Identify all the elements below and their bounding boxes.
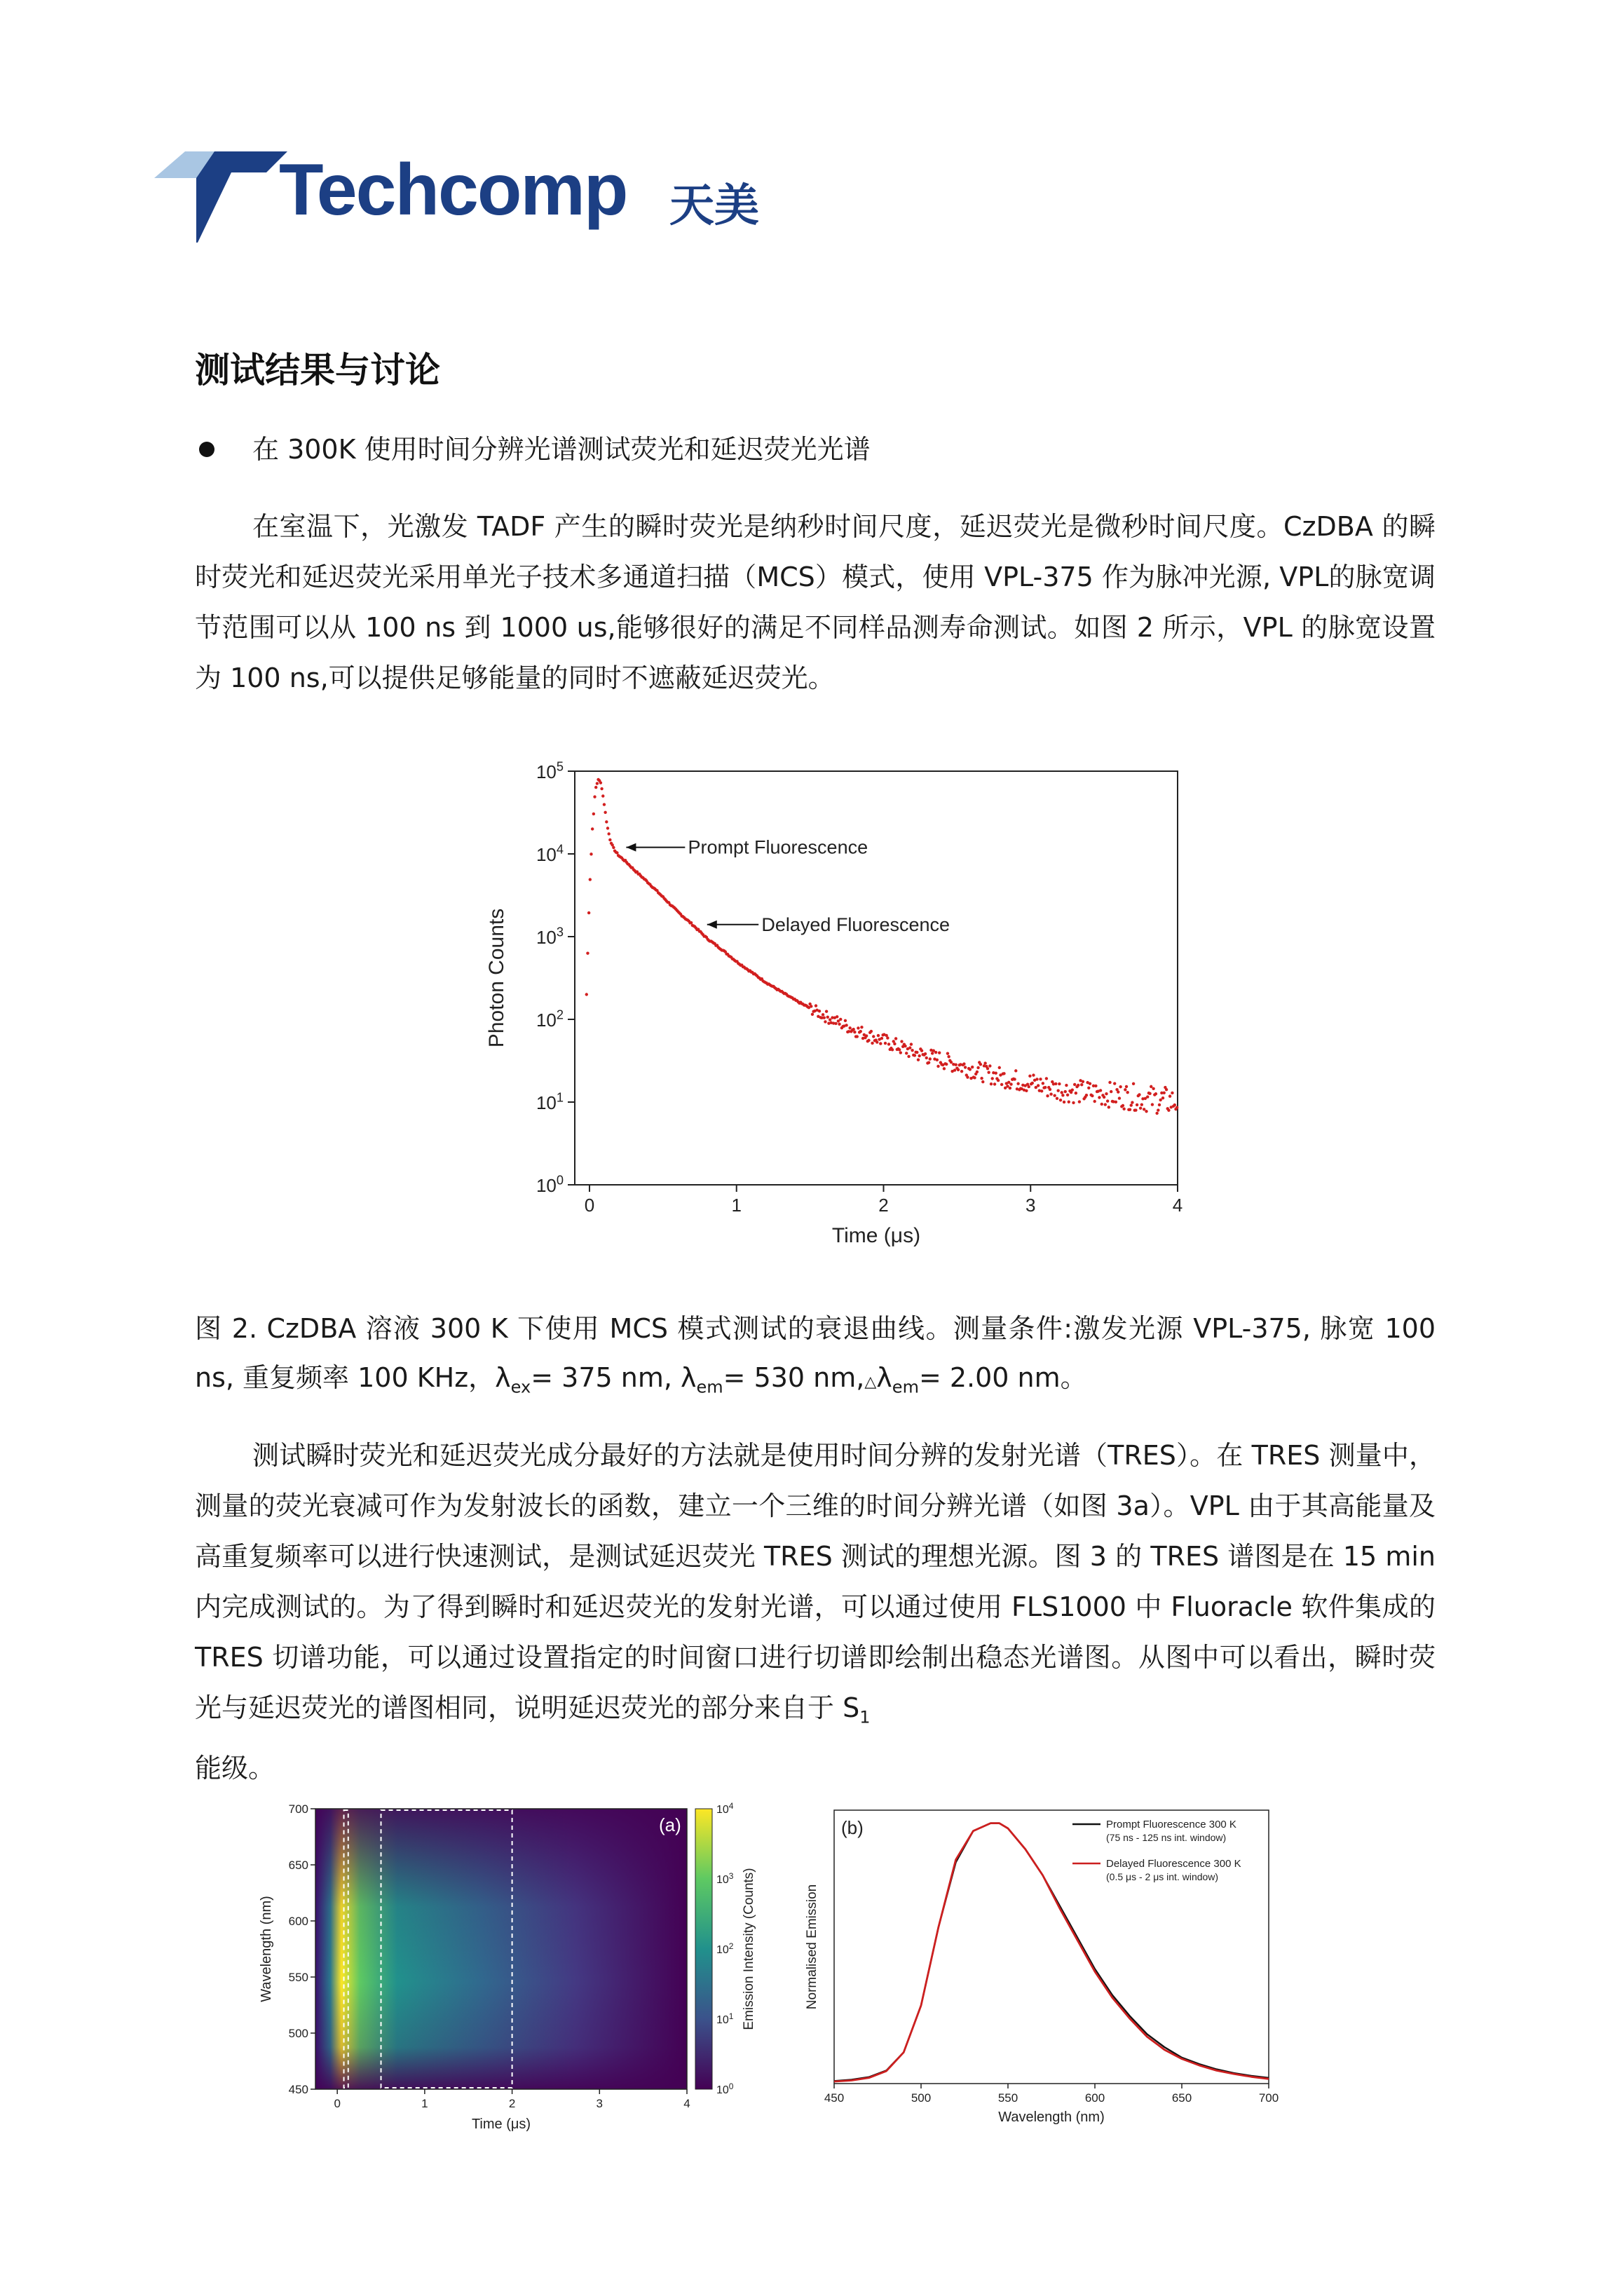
- data-point: [834, 1022, 837, 1025]
- data-point: [987, 1071, 990, 1074]
- data-point: [1161, 1096, 1164, 1099]
- caption-delta: △: [864, 1373, 877, 1391]
- data-point: [1139, 1106, 1142, 1109]
- data-point: [993, 1082, 996, 1085]
- y-tick-label: 450: [288, 2083, 308, 2096]
- data-point: [1122, 1108, 1125, 1110]
- data-point: [936, 1065, 939, 1068]
- data-point: [960, 1070, 963, 1073]
- data-point: [998, 1066, 1001, 1069]
- data-point: [1094, 1085, 1097, 1087]
- data-point: [603, 803, 606, 806]
- data-point: [1035, 1078, 1038, 1080]
- paragraph-1: 在室温下，光激发 TADF 产生的瞬时荧光是纳秒时间尺度，延迟荧光是微秒时间尺度。CzDBA 的瞬时荧光和延迟荧光采用单光子技术多通道扫描（MCS）模式，使用 VPL-375 作为脉冲光源, VPL的脉宽调节范围可以从 100 ns 到 1000 us,能够很好的满足不同样品测寿命测试。如图 2 所示，VPL 的脉宽设置为 100 ns,可以提供足够能量的同时不遮蔽延迟荧光。: [195, 511, 1436, 693]
- x-tick-label: 0: [334, 2097, 341, 2110]
- legend-entry-detail: (75 ns - 125 ns int. window): [1106, 1832, 1227, 1843]
- data-point: [898, 1048, 901, 1051]
- y-tick-label: 500: [288, 2027, 308, 2040]
- x-axis-label: Time (μs): [471, 2117, 531, 2132]
- data-point: [946, 1052, 949, 1054]
- data-point: [943, 1067, 946, 1070]
- data-point: [1108, 1081, 1111, 1084]
- x-tick-label: 500: [911, 2091, 932, 2105]
- data-point: [1143, 1108, 1145, 1110]
- data-point: [966, 1075, 969, 1078]
- data-point: [1117, 1090, 1119, 1093]
- colorbar-tick-label: $10^0$: [716, 2081, 734, 2096]
- data-point: [1098, 1096, 1100, 1099]
- data-point: [945, 1063, 948, 1066]
- data-point: [1068, 1101, 1070, 1103]
- data-point: [915, 1051, 918, 1054]
- caption-mid2: = 530 nm,: [723, 1362, 865, 1393]
- paragraph-2-text: 测试瞬时荧光和延迟荧光成分最好的方法就是使用时间分辨的发射光谱（TRES）。在 TRES 测量中，测量的荧光衰减可作为发射波长的函数，建立一个三维的时间分辨光谱（如图 3a）。VPL 由于其高能量及高重复频率可以进行快速测试，是测试延迟荧光 TRES 测试的理想光源。图 3 的 TRES 谱图是在 15 min 内完成测试的。为了得到瞬时和延迟荧光的发射光谱，可以通过使用 FLS1000 中 Fluoracle 软件集成的 TRES 切谱功能，可以通过设置指定的时间窗口进行切谱即绘制出稳态光谱图。从图中可以看出，瞬时荧光与延迟荧光的谱图相同，说明延迟荧光的部分来自于 S: [195, 1440, 1436, 1723]
- y-tick-label: 550: [288, 1971, 308, 1984]
- data-point: [865, 1034, 868, 1037]
- figure-3b-emission-spectra: [799, 1802, 1304, 2145]
- data-point: [900, 1040, 903, 1042]
- logo-wordmark: Techcomp: [279, 149, 627, 231]
- figure-2-decay-chart: [477, 757, 1206, 1248]
- colorbar: [695, 1809, 712, 2089]
- data-point: [893, 1042, 896, 1045]
- data-point: [818, 1010, 821, 1012]
- data-point: [954, 1063, 957, 1066]
- data-point: [936, 1059, 939, 1061]
- x-tick-label: 600: [1084, 2091, 1105, 2105]
- data-point: [875, 1040, 878, 1043]
- data-point: [904, 1045, 906, 1047]
- paragraph-2-sub: 1: [859, 1707, 871, 1727]
- y-tick-label: $10^5$: [536, 759, 564, 782]
- data-point: [856, 1035, 859, 1038]
- x-tick-label: 3: [596, 2097, 604, 2110]
- x-tick-label: 2: [878, 1195, 889, 1216]
- data-point: [887, 1042, 890, 1045]
- data-point: [853, 1031, 856, 1033]
- data-point: [879, 1042, 882, 1045]
- data-point: [1104, 1103, 1107, 1106]
- x-tick-label: 0: [584, 1195, 595, 1216]
- data-point: [1125, 1085, 1128, 1088]
- data-point: [1054, 1082, 1057, 1085]
- data-point: [824, 1020, 826, 1023]
- data-point: [1165, 1088, 1168, 1091]
- prompt-arrow-head: [626, 843, 636, 852]
- data-point: [886, 1036, 889, 1039]
- data-point: [1059, 1099, 1062, 1101]
- y-tick-label: 700: [288, 1802, 308, 1816]
- data-point: [601, 794, 604, 797]
- data-point: [920, 1049, 923, 1052]
- data-point: [995, 1071, 997, 1074]
- data-point: [983, 1061, 986, 1064]
- data-point: [899, 1051, 902, 1054]
- data-point: [1138, 1093, 1140, 1096]
- data-point: [1118, 1096, 1121, 1099]
- data-point: [593, 795, 596, 798]
- data-point: [1103, 1096, 1105, 1099]
- data-point: [911, 1049, 913, 1052]
- data-point: [591, 827, 594, 830]
- data-point: [857, 1026, 859, 1029]
- data-point: [981, 1080, 984, 1083]
- data-point: [1000, 1083, 1003, 1086]
- data-point: [1148, 1092, 1151, 1095]
- data-point: [594, 786, 597, 789]
- data-point: [990, 1082, 993, 1085]
- data-point: [980, 1077, 983, 1080]
- colorbar-tick-label: $10^4$: [716, 1802, 734, 1816]
- data-point: [973, 1076, 976, 1079]
- data-point: [596, 782, 599, 784]
- paragraph-2-tail: 能级。: [195, 1752, 275, 1784]
- data-point: [872, 1035, 875, 1038]
- data-point: [848, 1026, 851, 1029]
- data-point: [877, 1034, 880, 1037]
- caption-mid3: λ: [876, 1362, 892, 1393]
- data-point: [1082, 1080, 1084, 1083]
- data-point: [606, 827, 609, 829]
- data-point: [871, 1042, 873, 1045]
- data-point: [884, 1042, 887, 1045]
- data-point: [839, 1018, 842, 1021]
- data-point: [1014, 1069, 1017, 1072]
- section-title: 测试结果与讨论: [195, 350, 440, 390]
- y-tick-label: $10^4$: [536, 842, 564, 865]
- plot-frame: [834, 1810, 1269, 2084]
- data-point: [986, 1067, 989, 1070]
- data-point: [1065, 1084, 1068, 1087]
- data-point: [823, 1017, 826, 1019]
- y-tick-label: $10^0$: [536, 1173, 564, 1196]
- x-tick-label: 450: [824, 2091, 845, 2105]
- data-point: [822, 1013, 824, 1016]
- data-point: [934, 1051, 937, 1054]
- colorbar-label: Emission Intensity (Counts): [742, 1868, 756, 2030]
- data-point: [1046, 1094, 1049, 1097]
- data-point: [845, 1024, 847, 1026]
- x-axis-label: Wavelength (nm): [998, 2110, 1105, 2125]
- data-point: [1100, 1103, 1103, 1106]
- logo-chinese: 天美: [669, 180, 759, 232]
- data-point: [1129, 1108, 1131, 1110]
- data-point: [1049, 1092, 1052, 1095]
- data-point: [927, 1061, 930, 1064]
- data-point: [1175, 1106, 1178, 1108]
- data-point: [1013, 1078, 1016, 1080]
- caption-mid1: = 375 nm, λ: [531, 1362, 697, 1393]
- x-tick-label: 4: [683, 2097, 690, 2110]
- data-point: [962, 1062, 965, 1065]
- data-point: [908, 1046, 911, 1049]
- data-point: [1115, 1101, 1117, 1103]
- data-point: [1151, 1103, 1154, 1106]
- data-point: [1016, 1082, 1019, 1085]
- data-point: [1066, 1094, 1069, 1096]
- data-point: [1167, 1109, 1170, 1112]
- legend-entry: Delayed Fluorescence 300 K: [1106, 1858, 1241, 1870]
- data-point: [870, 1030, 873, 1033]
- data-point: [1064, 1090, 1067, 1093]
- data-point: [600, 787, 603, 790]
- data-point: [1080, 1083, 1083, 1086]
- data-point: [1089, 1082, 1091, 1085]
- data-point: [1163, 1092, 1166, 1094]
- data-point: [1150, 1085, 1152, 1088]
- figure-2-caption: [195, 1304, 1436, 1412]
- data-point: [1152, 1087, 1154, 1090]
- data-point: [1037, 1084, 1040, 1087]
- data-point: [825, 1010, 828, 1012]
- data-point: [905, 1052, 908, 1054]
- logo-mark-icon: [154, 151, 287, 243]
- data-point: [867, 1039, 870, 1042]
- colorbar-tick-label: $10^3$: [716, 1871, 734, 1886]
- data-point: [1173, 1103, 1176, 1106]
- data-point: [852, 1028, 854, 1031]
- caption-sub-em2: em: [892, 1377, 919, 1397]
- figure-3a-tres-heatmap: [252, 1802, 785, 2145]
- data-point: [957, 1068, 960, 1071]
- data-point: [836, 1015, 838, 1018]
- data-point: [1071, 1088, 1074, 1091]
- y-tick-label: $10^2$: [536, 1007, 564, 1031]
- data-point: [1075, 1092, 1077, 1094]
- data-point: [1131, 1101, 1133, 1103]
- data-point: [586, 951, 589, 954]
- data-point: [1073, 1083, 1076, 1086]
- data-point: [971, 1066, 974, 1068]
- data-point: [929, 1057, 932, 1060]
- data-point: [947, 1055, 950, 1058]
- plot-frame: [575, 771, 1178, 1185]
- y-tick-label: $10^3$: [536, 925, 564, 948]
- data-point: [587, 911, 590, 914]
- data-point: [1126, 1091, 1129, 1094]
- data-point: [1042, 1082, 1044, 1085]
- data-point: [1009, 1087, 1011, 1089]
- y-tick-label: $10^1$: [536, 1090, 564, 1113]
- bullet-dot-icon: [199, 442, 214, 457]
- paragraph-2: [195, 1430, 1436, 1793]
- bullet-text: 在 300K 使用时间分辨光谱测试荧光和延迟荧光光谱: [252, 434, 871, 465]
- data-point: [838, 1023, 840, 1026]
- caption-end: = 2.00 nm。: [918, 1362, 1087, 1393]
- data-point: [829, 1018, 831, 1021]
- colorbar-tick-label: $10^1$: [716, 2011, 734, 2026]
- x-tick-label: 4: [1172, 1195, 1183, 1216]
- data-point: [1028, 1085, 1030, 1088]
- data-point: [1124, 1088, 1126, 1091]
- data-point: [1078, 1100, 1081, 1103]
- data-point: [1099, 1089, 1102, 1092]
- data-point: [1093, 1100, 1096, 1103]
- data-point: [1145, 1110, 1147, 1113]
- data-point: [1157, 1108, 1159, 1111]
- data-point: [1146, 1095, 1149, 1098]
- data-point: [1171, 1092, 1173, 1094]
- data-point: [925, 1057, 928, 1059]
- data-point: [1091, 1094, 1093, 1097]
- data-point: [979, 1063, 982, 1066]
- data-point: [953, 1068, 956, 1071]
- data-point: [607, 832, 610, 835]
- data-point: [810, 1005, 812, 1007]
- legend-entry-detail: (0.5 μs - 2 μs int. window): [1106, 1871, 1219, 1882]
- data-point: [826, 1016, 829, 1019]
- panel-label-b: (b): [841, 1817, 864, 1838]
- data-point: [991, 1077, 994, 1080]
- caption-text: 图 2. CzDBA 溶液 300 K 下使用 MCS 模式测试的衰退曲线。测量条件:激发光源 VPL-375, 脉宽 100 ns, 重复频率 100 KHz，λ: [195, 1313, 1436, 1393]
- data-point: [1053, 1094, 1056, 1097]
- x-tick-label: 550: [997, 2091, 1018, 2105]
- data-point: [1044, 1086, 1047, 1089]
- data-point: [605, 820, 608, 823]
- data-point: [1105, 1092, 1108, 1095]
- x-tick-label: 1: [421, 2097, 428, 2110]
- data-point: [612, 846, 615, 849]
- data-point: [950, 1061, 953, 1064]
- data-point: [1056, 1097, 1058, 1100]
- data-point: [891, 1048, 894, 1051]
- data-point: [1130, 1103, 1133, 1106]
- data-point: [1072, 1101, 1075, 1104]
- y-tick-label: 600: [288, 1915, 308, 1928]
- data-point: [1119, 1085, 1122, 1088]
- data-point: [880, 1037, 883, 1040]
- data-point: [918, 1054, 920, 1057]
- data-point: [1134, 1108, 1137, 1111]
- y-tick-label: 650: [288, 1859, 308, 1872]
- data-point: [1108, 1106, 1110, 1108]
- data-point: [907, 1055, 910, 1058]
- data-point: [1077, 1084, 1079, 1087]
- data-point: [1087, 1087, 1090, 1089]
- data-point: [976, 1066, 979, 1069]
- data-point: [1132, 1082, 1135, 1085]
- data-point: [1039, 1078, 1042, 1080]
- colorbar-tick-label: $10^2$: [716, 1941, 734, 1956]
- data-point: [1155, 1112, 1158, 1115]
- data-point: [1058, 1082, 1061, 1085]
- data-point: [811, 1013, 814, 1016]
- legend-entry: Prompt Fluorescence 300 K: [1106, 1819, 1236, 1830]
- data-point: [1031, 1082, 1034, 1085]
- data-point: [1106, 1099, 1109, 1102]
- data-point: [1168, 1094, 1171, 1097]
- data-point: [608, 838, 611, 841]
- data-point: [1049, 1088, 1051, 1091]
- data-point: [1113, 1082, 1116, 1085]
- data-point: [964, 1066, 967, 1068]
- data-point: [1002, 1072, 1005, 1075]
- data-point: [1154, 1092, 1157, 1095]
- data-point: [1061, 1091, 1063, 1094]
- data-point: [924, 1052, 927, 1055]
- data-point: [615, 851, 618, 854]
- data-point: [1061, 1094, 1064, 1096]
- data-point: [997, 1079, 1000, 1082]
- x-tick-label: 1: [731, 1195, 742, 1216]
- x-tick-label: 650: [1171, 2091, 1192, 2105]
- data-point: [1032, 1073, 1035, 1076]
- data-point: [917, 1058, 920, 1061]
- data-point: [969, 1068, 972, 1071]
- data-point: [1009, 1082, 1012, 1085]
- data-point: [815, 1004, 817, 1007]
- data-point: [604, 811, 606, 814]
- data-point: [976, 1071, 979, 1073]
- data-point: [585, 993, 588, 996]
- data-point: [913, 1054, 916, 1057]
- data-point: [910, 1042, 913, 1045]
- data-point: [1158, 1103, 1161, 1106]
- data-point: [988, 1064, 991, 1067]
- y-axis-label: Wavelength (nm): [259, 1896, 274, 2002]
- data-point: [894, 1037, 897, 1040]
- data-point: [589, 852, 592, 855]
- x-tick-label: 700: [1258, 2091, 1279, 2105]
- data-point: [1025, 1089, 1028, 1092]
- x-tick-label: 3: [1025, 1195, 1036, 1216]
- data-point: [859, 1030, 862, 1033]
- heatmap-shade: [315, 1809, 687, 2089]
- y-axis-label: Normalised Emission: [805, 1884, 819, 2010]
- data-point: [1085, 1094, 1088, 1096]
- data-point: [1040, 1089, 1043, 1092]
- x-axis-label: Time (μs): [831, 1224, 921, 1247]
- prompt-fluorescence-label: Prompt Fluorescence: [688, 836, 868, 858]
- delayed-arrow-head: [707, 921, 717, 929]
- data-point: [599, 781, 602, 784]
- data-point: [592, 813, 595, 815]
- data-point: [1110, 1090, 1112, 1093]
- data-point: [1056, 1089, 1059, 1092]
- data-point: [1045, 1077, 1048, 1080]
- y-axis-label: Photon Counts: [485, 908, 508, 1048]
- x-tick-label: 2: [508, 2097, 516, 2110]
- data-point: [1136, 1103, 1138, 1106]
- data-point: [1122, 1104, 1124, 1107]
- data-point: [1140, 1103, 1143, 1106]
- caption-sub-em: em: [696, 1377, 723, 1397]
- caption-sub-ex: ex: [510, 1377, 531, 1397]
- data-point: [1063, 1101, 1065, 1103]
- data-point: [844, 1019, 847, 1022]
- company-logo: [154, 149, 785, 247]
- data-point: [938, 1052, 941, 1054]
- data-point: [589, 878, 592, 881]
- delayed-fluorescence-label: Delayed Fluorescence: [761, 913, 950, 935]
- panel-label-a: (a): [659, 1814, 681, 1835]
- data-point: [1028, 1075, 1031, 1078]
- data-point: [860, 1026, 863, 1028]
